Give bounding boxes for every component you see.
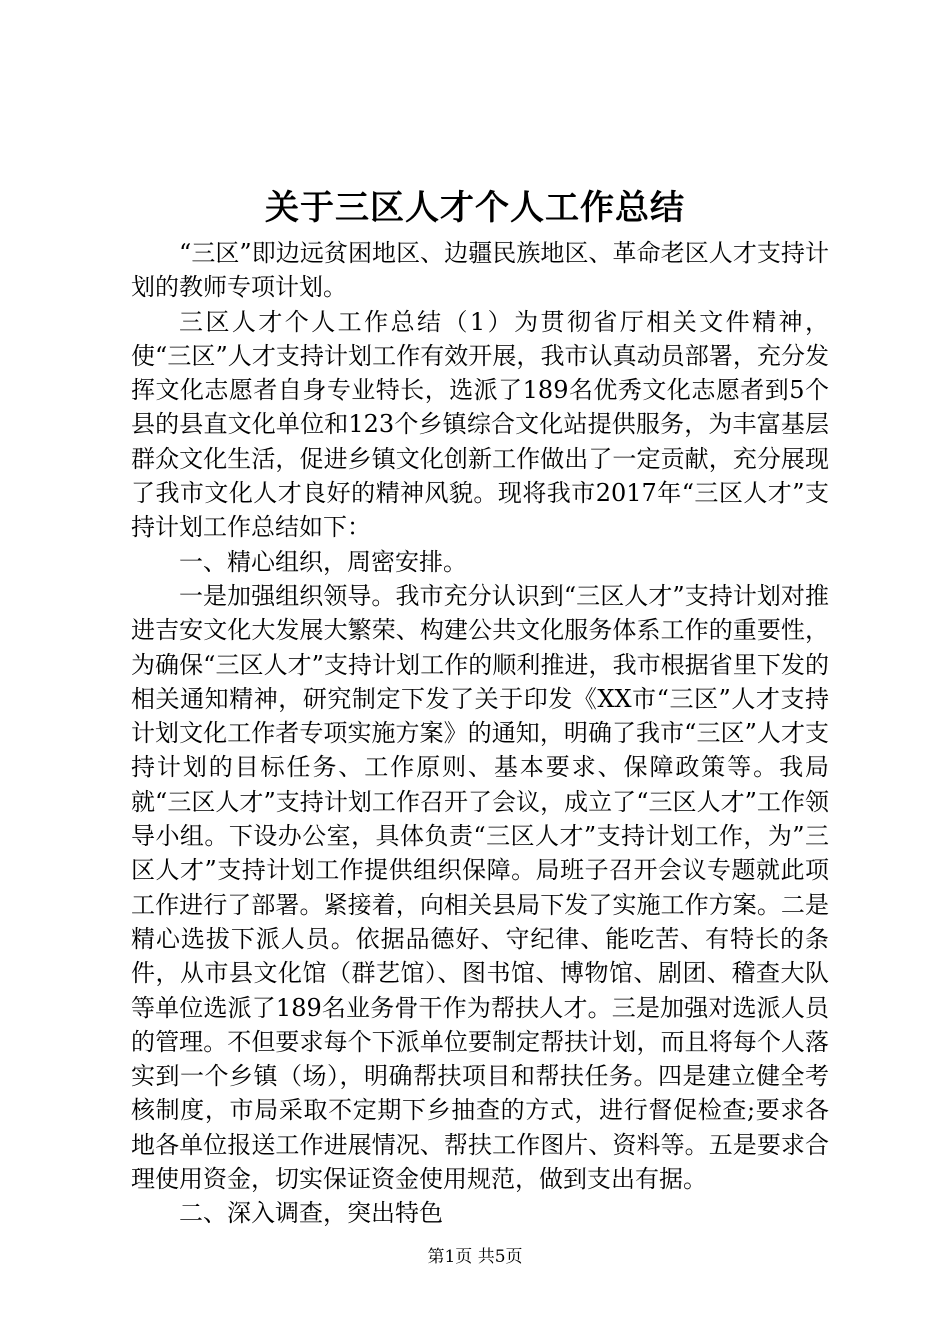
paragraph-summary: 三区人才个人工作总结（1）为贯彻省厅相关文件精神，使“三区”人才支持计划工作有效开展，我市认真动员部署，充分发挥文化志愿者自身专业特长，选派了189名优秀文化志愿者到5个县的县直文化单位和123个乡镇综合文化站提供服务，为丰富基层群众文化生活，促进乡镇文化创新工作做出了一定贡献，充分展现了我市文化人才良好的精神风貌。现将我市2017年“三区人才”支持计划工作总结如下： (131, 307, 829, 542)
paragraph-intro: “三区”即边远贫困地区、边疆民族地区、革命老区人才支持计划的教师专项计划。 (131, 239, 829, 302)
paragraph-section-1: 一是加强组织领导。我市充分认识到“三区人才”支持计划对推进吉安文化大发展大繁荣、构建公共文化服务体系工作的重要性，为确保“三区人才”支持计划工作的顺利推进，我市根据省里下发的相关通知精神，研究制定下发了关于印发《XX市“三区”人才支持计划文化工作者专项实施方案》的通知，明确了我市“三区”人才支持计划的目标任务、工作原则、基本要求、保障政策等。我局就“三区人才”支持计划工作召开了会议，成立了“三区人才”工作领导小组。下设办公室，具体负责“三区人才”支持计划工作，为”三区人才”支持计划工作提供组织保障。局班子召开会议专题就此项工作进行了部署。紧接着，向相关县局下发了实施工作方案。二是精心选拔下派人员。依据品德好、守纪律、能吃苦、有特长的条件，从市县文化馆（群艺馆）、图书馆、博物馆、剧团、稽查大队等单位选派了189名业务骨干作为帮扶人才。三是加强对选派人员的管理。不但要求每个下派单位要制定帮扶计划，而且将每个人落实到一个乡镇（场），明确帮扶项目和帮扶任务。四是建立健全考核制度，市局采取不定期下乡抽查的方式，进行督促检查;要求各地各单位报送工作进展情况、帮扶工作图片、资料等。五是要求合理使用资金，切实保证资金使用规范，做到支出有据。 (131, 581, 829, 1194)
page-footer: 第1页 共5页 (427, 1247, 523, 1267)
section-heading-1: 一、精心组织，周密安排。 (179, 547, 467, 576)
section-heading-2: 二、深入调查，突出特色 (179, 1199, 443, 1228)
document-body (131, 236, 829, 1231)
document-title: 关于三区人才个人工作总结 (265, 188, 685, 228)
